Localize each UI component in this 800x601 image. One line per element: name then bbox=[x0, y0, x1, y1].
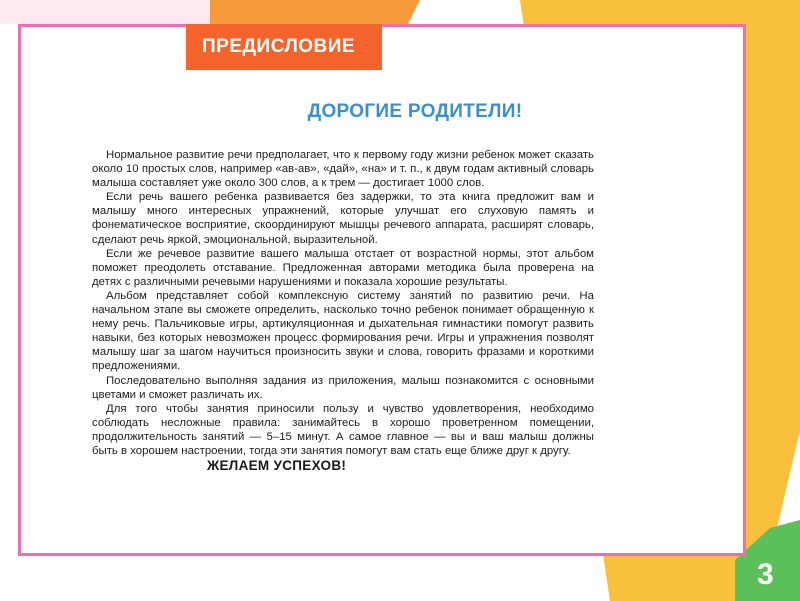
paragraph: Если речь вашего ребенка развивается без задержки, то эта книга предложит вам и малышу много интересных упражнений, которые улучшат его слуховую память и фонематическое восприятие, скоординируют мышцы речевого аппарата, расширят словарь, сделают речь яркой, эмоциональной, выразительной. bbox=[92, 191, 594, 246]
paragraph: Для того чтобы занятия приносили пользу и чувство удовлетворения, необходимо соблюдать несложные правила: занимайтесь в хорошо проветренном помещении, продолжительность занятий — 5–15 минут. А самое главное — вы и ваш малыш должны быть в хорошем настроении, тогда эти занятия помогут вам стать еще ближе друг к другу. bbox=[92, 402, 594, 457]
page-title: ДОРОГИЕ РОДИТЕЛИ! bbox=[307, 101, 523, 122]
paragraph: Последовательно выполняя задания из приложения, малыш познакомится с основными цветами и сможет различать их. bbox=[92, 374, 594, 401]
paragraph: Нормальное развитие речи предполагает, что к первому году жизни ребенок может сказать около 10 простых слов, например «ав-ав», «дай», «на» и т. п., к двум годам активный словарь малыша составляет уже около 300 слов, а к трем — достигает 1000 слов. bbox=[92, 149, 594, 190]
closing-wish: ЖЕЛАЕМ УСПЕХОВ! bbox=[207, 458, 347, 473]
section-header-tab bbox=[186, 24, 382, 70]
page-number: 3 bbox=[757, 558, 774, 591]
section-label: ПРЕДИСЛОВИЕ bbox=[202, 36, 356, 57]
paragraph: Альбом представляет собой комплексную систему занятий по развитию речи. На начальном этапе вы сможете определить, насколько точно ребенок понимает обращенную к нему речь. Пальчиковые игры, артикуляционная и дыхательная гимнастики помогут развить навыки, без которых невозможен процесс формирования речи. Игры и упражнения позволят малышу шаг за шагом научиться произносить звуки и слова, говорить фразами и короткими предложениями. bbox=[92, 289, 594, 373]
pink-strip bbox=[0, 0, 210, 24]
paragraph: Если же речевое развитие вашего малыша отстает от возрастной нормы, этот альбом поможет преодолеть отставание. Предложенная авторами методика была проверена на детях с различными речевыми нарушениями и показала хорошие результаты. bbox=[92, 247, 594, 288]
body-text bbox=[92, 148, 594, 458]
